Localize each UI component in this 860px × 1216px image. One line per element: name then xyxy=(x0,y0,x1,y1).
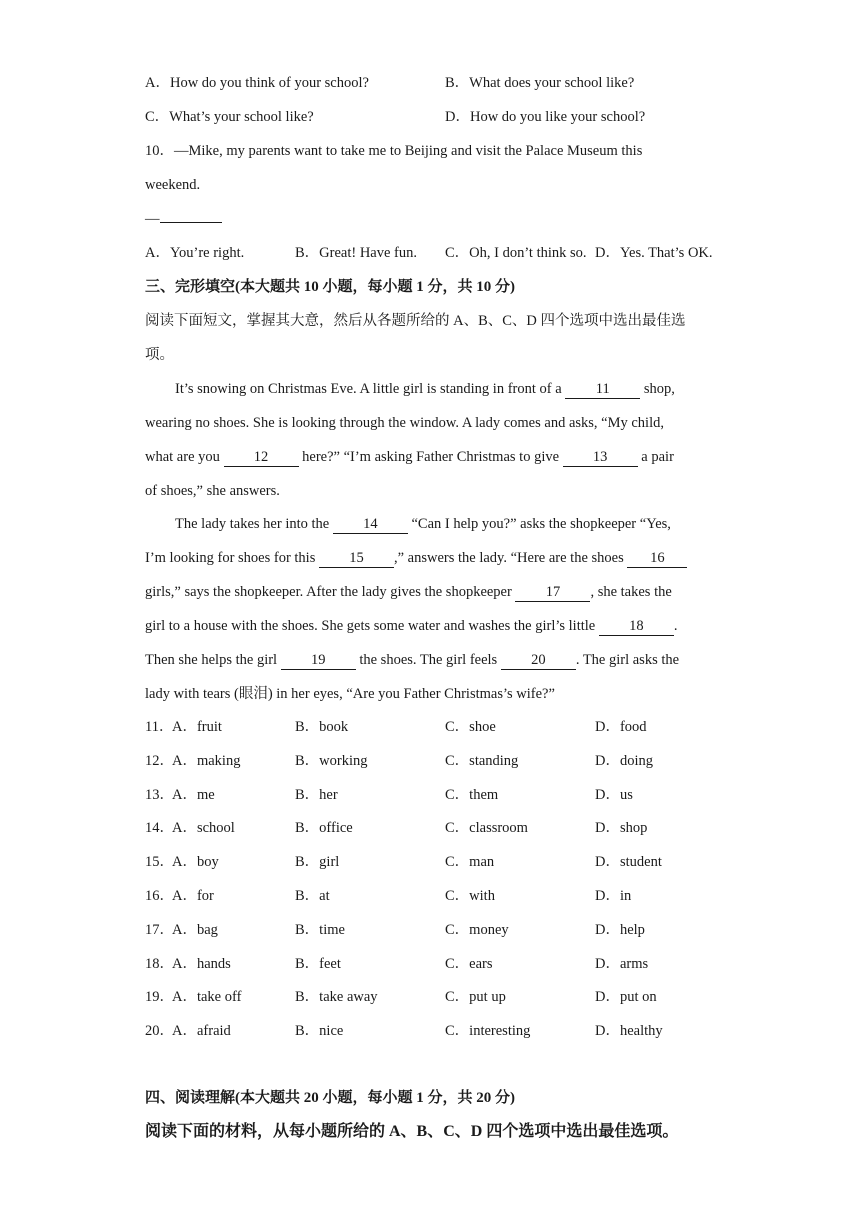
question-number: 18． xyxy=(145,955,174,972)
option-c: C．classroom xyxy=(445,820,528,837)
section4-instruction: 阅读下面的材料，从每小题所给的 A、B、C、D 四个选项中选出最佳选项。 xyxy=(145,1123,679,1140)
blank-15: 15 xyxy=(319,549,394,568)
blank-19: 19 xyxy=(281,651,356,670)
q9-option-b: B．What does your school like? xyxy=(445,75,635,91)
option-c: C．money xyxy=(445,921,509,938)
option-a: A．afraid xyxy=(172,1023,231,1040)
option-a: A．for xyxy=(172,888,214,904)
option-c: C．put up xyxy=(445,989,506,1006)
option-b: B．at xyxy=(295,888,330,904)
question-number: 19． xyxy=(145,989,174,1006)
option-b: B．feet xyxy=(295,955,341,972)
passage-p1-line2: wearing no shoes. She is looking through the window. A lady comes and asks, “My child, xyxy=(145,415,664,431)
passage-p1-line3: what are you 12 here?” “I’m asking Father Christmas to give 13 a pair xyxy=(145,449,674,465)
option-a: A．take off xyxy=(172,989,242,1006)
blank-11: 11 xyxy=(565,380,640,399)
q9-option-c: C．What’s your school like? xyxy=(145,109,314,125)
option-d: D．student xyxy=(595,854,662,871)
option-d: D．arms xyxy=(595,955,649,972)
option-b: B．working xyxy=(295,752,368,769)
option-a: A．school xyxy=(172,820,235,837)
q9-option-a: A．How do you think of your school? xyxy=(145,75,369,91)
option-b: B．office xyxy=(295,820,353,837)
option-c: C．with xyxy=(445,888,495,904)
blank-18: 18 xyxy=(599,617,674,636)
question-number: 15． xyxy=(145,854,174,871)
option-c: C．man xyxy=(445,854,495,871)
question-number: 17． xyxy=(145,921,174,938)
blank-14: 14 xyxy=(333,515,408,534)
option-a: A．me xyxy=(172,786,215,803)
blank-12: 12 xyxy=(224,448,299,467)
option-b: B．girl xyxy=(295,854,340,871)
passage-p2-line6: lady with tears (眼泪) in her eyes, “Are you Father Christmas’s wife?” xyxy=(145,686,555,702)
blank-16: 16 xyxy=(627,549,687,568)
option-a: A．hands xyxy=(172,955,231,972)
passage-p2-line2: I’m looking for shoes for this 15 ,” answers the lady. “Here are the shoes 16 xyxy=(145,548,687,568)
option-a: A．making xyxy=(172,752,241,769)
option-b: B．take away xyxy=(295,989,378,1006)
option-d: D．us xyxy=(595,786,633,803)
question-number: 20． xyxy=(145,1023,174,1040)
q10-option-d: D．Yes. That’s OK. xyxy=(595,245,713,261)
passage-p1-line4: of shoes,” she answers. xyxy=(145,483,280,499)
passage-p2-line4: girl to a house with the shoes. She gets some water and washes the girl’s little 18 . xyxy=(145,618,678,634)
option-d: D．food xyxy=(595,719,647,735)
option-d: D．put on xyxy=(595,989,657,1006)
passage-p1-line1: It’s snowing on Christmas Eve. A little girl is standing in front of a 11 shop, xyxy=(175,381,675,397)
q10-stem-line2: weekend. xyxy=(145,177,201,193)
question-number: 13． xyxy=(145,786,174,803)
question-number: 14． xyxy=(145,820,174,837)
option-c: C．standing xyxy=(445,752,519,769)
q9-option-d: D．How do you like your school? xyxy=(445,109,646,125)
question-number: 16． xyxy=(145,888,174,904)
section3-instruction-line1: 阅读下面短文，掌握其大意，然后从各题所给的 A、B、C、D 四个选项中选出最佳选 xyxy=(145,313,686,329)
question-number: 12． xyxy=(145,752,174,769)
option-a: A．fruit xyxy=(172,719,222,735)
option-a: A．boy xyxy=(172,854,219,871)
section4-title: 四、阅读理解(本大题共 20 小题，每小题 1 分，共 20 分) xyxy=(145,1090,515,1106)
blank-17: 17 xyxy=(515,583,590,602)
option-a: A．bag xyxy=(172,921,218,938)
passage-p2-line3: girls,” says the shopkeeper. After the lady gives the shopkeeper 17 , she takes the xyxy=(145,584,672,600)
option-d: D．shop xyxy=(595,820,648,837)
q10-stem-line1: 10．—Mike, my parents want to take me to Beijing and visit the Palace Museum this xyxy=(145,143,643,159)
option-d: D．help xyxy=(595,921,645,938)
blank-13: 13 xyxy=(563,448,638,467)
option-b: B．time xyxy=(295,921,345,938)
option-d: D．healthy xyxy=(595,1023,663,1040)
passage-p2-line1: The lady takes her into the 14 “Can I help you?” asks the shopkeeper “Yes, xyxy=(175,516,671,532)
option-c: C．ears xyxy=(445,955,493,972)
option-c: C．them xyxy=(445,786,499,803)
passage-p2-line5: Then she helps the girl 19 the shoes. The girl feels 20 . The girl asks the xyxy=(145,652,680,668)
option-c: C．shoe xyxy=(445,719,496,735)
option-b: B．nice xyxy=(295,1023,344,1040)
q10-answer-line: — xyxy=(145,209,222,229)
option-c: C．interesting xyxy=(445,1023,531,1040)
question-number: 11． xyxy=(145,719,174,735)
q10-option-a: A．You’re right. xyxy=(145,245,245,261)
option-d: D．doing xyxy=(595,752,653,769)
q10-option-c: C．Oh, I don’t think so. xyxy=(445,245,587,261)
section3-title: 三、完形填空(本大题共 10 小题，每小题 1 分，共 10 分) xyxy=(145,279,515,295)
option-d: D．in xyxy=(595,888,632,904)
section3-instruction-line2: 项。 xyxy=(145,347,174,363)
option-b: B．book xyxy=(295,719,349,735)
blank-20: 20 xyxy=(501,651,576,670)
option-b: B．her xyxy=(295,786,338,803)
q10-option-b: B．Great! Have fun. xyxy=(295,245,417,261)
